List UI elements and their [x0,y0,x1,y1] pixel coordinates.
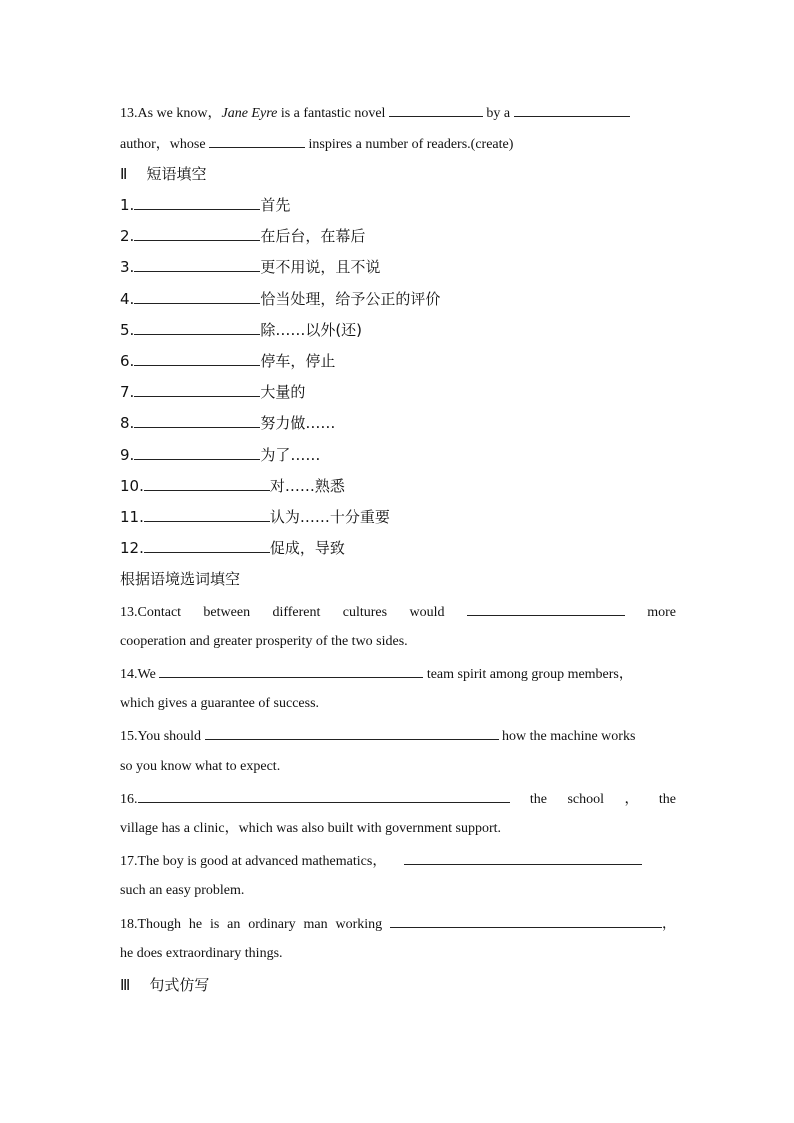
q13-top-blank-2[interactable] [514,102,630,117]
q13-top-text-5: inspires a number of readers.(create) [308,137,514,152]
phrase-blank[interactable] [134,351,260,366]
phrase-blank[interactable] [134,289,260,304]
phrase-item [120,382,676,402]
q18-word: ordinary [248,917,296,932]
q16-word: the [529,792,548,807]
q13-line1 [120,601,676,623]
q14-text: 14.We [120,667,156,682]
q16-line2: village has a clinic，which was also built with government support. [120,821,502,836]
phrase-num: 4. [120,290,135,308]
phrase-num: 8. [120,414,135,432]
q14-text-2: team spirit among group members， [426,667,633,682]
phrase-meaning: 停车，停止 [260,352,336,370]
phrase-blank[interactable] [134,226,260,241]
phrase-meaning: 为了…… [260,446,321,464]
q13-top-text-2: is a fantastic novel [280,106,386,121]
q18-word: he [188,917,203,932]
q17-line2: such an easy problem. [120,883,245,898]
phrase-meaning: 大量的 [260,383,306,401]
q18-word: 18.Though [120,917,182,932]
q15-text: 15.You should [120,729,202,744]
section-3-title: 句式仿写 [149,976,210,994]
q16-blank[interactable] [138,788,510,803]
q13-word: more [647,605,676,620]
q13-word: different [272,605,321,620]
phrase-num: 6. [120,352,135,370]
q18-word: man [303,917,328,932]
q17-line1 [120,850,676,872]
phrase-blank[interactable] [134,195,260,210]
phrase-blank[interactable] [144,507,270,522]
q13-top-line2 [120,133,676,155]
phrase-item [120,289,676,309]
context-heading: 根据语境选词填空 [120,570,241,588]
section-3-heading [120,975,676,995]
q13-line2: cooperation and greater prosperity of the two sides. [120,634,408,649]
q13-word: between [203,605,251,620]
phrase-meaning: 首先 [260,196,291,214]
q14-blank[interactable] [159,663,423,678]
q14-line2: which gives a guarantee of success. [120,696,320,711]
phrase-item [120,257,676,277]
section-3-numeral: Ⅲ [120,976,131,994]
phrase-blank[interactable] [134,413,260,428]
phrase-meaning: 认为……十分重要 [269,508,390,526]
phrase-item [120,507,676,527]
q15-line2: so you know what to expect. [120,759,281,774]
q18-line2: he does extraordinary things. [120,946,283,961]
q18-comma: ， [661,917,676,932]
phrase-num: 2. [120,227,135,245]
phrase-num: 12. [120,539,144,557]
section-2-heading [120,164,676,184]
phrase-meaning: 恰当处理，给予公正的评价 [260,290,441,308]
phrase-meaning: 更不用说，且不说 [260,258,381,276]
q15-line1 [120,725,676,747]
q18-blank[interactable] [390,913,662,928]
q16-line1 [120,788,676,810]
q18-word: an [227,917,241,932]
q13-blank[interactable] [467,601,625,616]
q16-word: the [658,792,676,807]
phrase-meaning: 对……熟悉 [269,477,345,495]
section-2-numeral: Ⅱ [120,165,128,183]
q15-blank[interactable] [205,725,499,740]
q13-top-text-3: by a [486,106,511,121]
phrase-item [120,476,676,496]
phrase-item [120,351,676,371]
phrase-num: 3. [120,258,135,276]
q18-line1 [120,913,676,935]
phrase-blank[interactable] [144,538,270,553]
phrase-num: 9. [120,446,135,464]
phrase-meaning: 除……以外(还) [260,321,363,339]
phrase-item [120,195,676,215]
phrase-item [120,226,676,246]
phrase-blank[interactable] [134,320,260,335]
phrase-meaning: 促成，导致 [269,539,345,557]
q13-top-blank-3[interactable] [209,133,305,148]
phrase-blank[interactable] [134,445,260,460]
phrase-num: 7. [120,383,135,401]
q13-top-blank-1[interactable] [389,102,483,117]
phrase-num: 11. [120,508,144,526]
q16-word: ， [624,792,639,807]
q13-word: cultures [342,605,388,620]
q13-top-line1 [120,102,676,124]
q14-line1 [120,663,676,685]
phrase-blank[interactable] [134,257,260,272]
q13-top-text: 13.As we know， [120,106,222,121]
section-2-title: 短语填空 [146,165,207,183]
q17-blank[interactable] [404,850,642,865]
phrase-blank[interactable] [144,476,270,491]
phrase-num: 10. [120,477,144,495]
q18-word: is [209,917,220,932]
q13-top-title: Jane Eyre [221,106,278,121]
q13-top-text-4: author，whose [120,137,206,152]
q16-word: school [567,792,605,807]
phrase-item [120,320,676,340]
phrase-meaning: 努力做…… [260,414,336,432]
phrase-item [120,445,676,465]
phrase-item [120,538,676,558]
q16-text: 16. [120,792,138,807]
phrase-item [120,413,676,433]
q13-word: would [409,605,445,620]
phrase-num: 1. [120,196,135,214]
q17-text: 17.The boy is good at advanced mathematics， [120,854,387,869]
phrase-meaning: 在后台，在幕后 [260,227,366,245]
q13-word: 13.Contact [120,605,182,620]
q15-text-2: how the machine works [502,729,636,744]
q18-word: working [335,917,383,932]
phrase-blank[interactable] [134,382,260,397]
phrase-num: 5. [120,321,135,339]
